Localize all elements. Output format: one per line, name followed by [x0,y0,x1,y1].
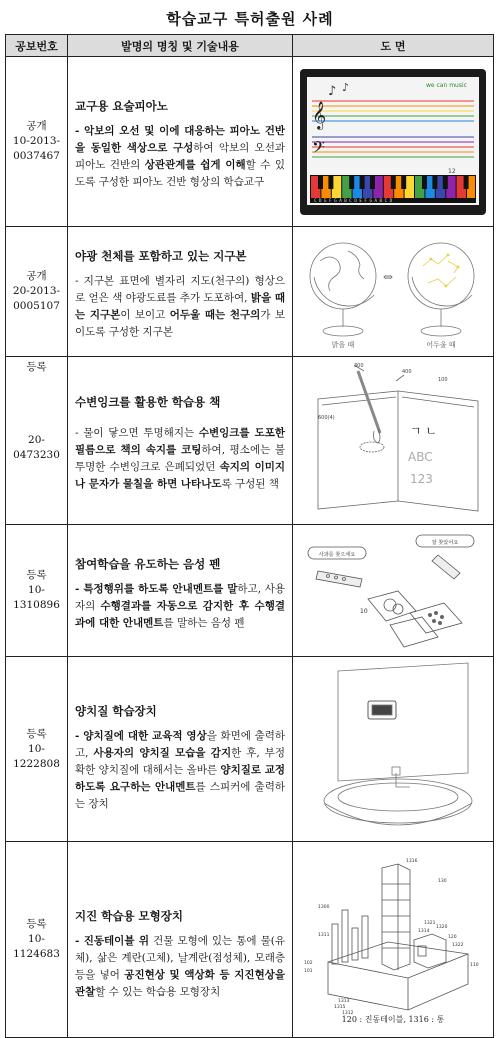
svg-text:1313: 1313 [338,998,350,1004]
table-row [6,842,494,1038]
svg-text:어두울 때: 어두울 때 [426,340,456,349]
invention-name: 지진 학습용 모형장치 [75,909,183,923]
svg-text:사과를 찾으세요: 사과를 찾으세요 [318,551,356,558]
description-segment: 건물 모형에 있는 통에 물(유체), 삶은 계란(고체), 날계란(점성체), 모래층 등을 넣어 [75,935,286,981]
page-title: 학습교구 특허출원 사례 [166,10,334,28]
publication-number: 등록 10- 1124683 [6,842,68,1038]
description-segment: 이 보이고 [120,309,170,321]
svg-text:102: 102 [304,960,313,966]
svg-text:1314: 1314 [418,928,430,934]
svg-text:ABC: ABC [408,449,433,464]
drawing-cell [293,842,494,1038]
invention-description [68,227,293,357]
svg-text:101: 101 [304,968,313,974]
invention-name: 야광 천체를 포함하고 있는 지구본 [75,249,247,263]
svg-text:1316: 1316 [406,858,418,864]
svg-text:600(4): 600(4) [318,414,335,421]
figure-caption: 120 : 진동테이블, 1316 : 통 [341,1014,445,1024]
description-segment: 수변잉크를 도포한 필름으로 책의 속지를 코팅 [75,427,285,456]
invention-name: 참여학습을 유도하는 음성 펜 [75,556,221,571]
invention-body [75,123,285,191]
invention-description [68,657,293,842]
description-segment: - 진동테이블 위 [75,935,149,947]
table-row [6,227,494,357]
magic-piano-drawing [298,67,488,217]
invention-description [68,357,293,525]
description-segment: 하고, 사용자의 [75,582,286,612]
description-segment: 속지의 이미지나 문자가 물칠을 하면 나타나도 [75,461,286,490]
svg-text:⇔: ⇔ [383,269,394,284]
invention-name: 교구용 요술피아노 [75,99,168,113]
svg-text:300: 300 [354,362,364,369]
invention-name: 수변잉크를 활용한 학습용 책 [75,395,221,409]
svg-text:1312: 1312 [342,1010,354,1016]
description-segment: 록 구성된 책 [221,478,279,490]
description-segment: 밝을 때는 지구본 [75,292,285,321]
invention-body [75,933,285,1001]
svg-text:120: 120 [448,934,457,940]
table-row [6,357,494,525]
description-segment: - 악보의 오선 및 이에 대응하는 피아노 건반을 동일한 색상으로 구성 [75,125,285,154]
publication-number: 공개 20-2013- 0005107 [6,227,68,357]
svg-text:𝄞: 𝄞 [312,100,327,129]
voice-pen-drawing [298,529,488,653]
description-segment: 을 화면에 출력하고, [75,730,285,759]
svg-text:C D E F G A B C D E F G A B C: C D E F G A B C D E F G A B C D [314,197,393,203]
svg-text:𝄢: 𝄢 [312,136,325,161]
svg-text:♪: ♪ [342,80,350,94]
invention-description [68,525,293,657]
description-segment: - 지구본 표면에 별자리 지도(천구의) 형상으로 얻은 색 야광도료를 추가 도포하여, [75,275,285,304]
drawing-cell [293,657,494,842]
earthquake-model-drawing [298,854,488,1026]
publication-number: 등록 20- 0473230 [6,357,68,525]
description-segment: - 양치질에 대한 교육적 영상 [75,730,207,742]
drawing-cell [293,57,494,227]
invention-body [75,581,285,632]
header-publication-number: 공보번호 [6,35,68,57]
svg-text:♪: ♪ [328,83,337,99]
description-segment: 를 스피커에 출력하는 장치 [75,781,285,810]
drawing-cell [293,227,494,357]
description-segment: 상관관계를 쉽게 이해 [144,159,246,171]
drawing-cell [293,357,494,525]
table-row [6,657,494,842]
svg-text:1300: 1300 [318,904,330,910]
svg-text:130: 130 [438,878,447,884]
invention-description [68,842,293,1038]
description-segment: 수행결과를 자동으로 감지한 후 수행결과에 대한 안내멘트 [75,599,285,629]
publication-number: 공개 10-2013- 0037467 [6,57,68,227]
description-segment: 가 보이도록 구성한 지구본 [75,309,286,338]
svg-text:1322: 1322 [452,942,464,948]
svg-text:1320: 1320 [436,924,448,930]
svg-text:1315: 1315 [334,1004,346,1010]
svg-text:10: 10 [360,607,368,615]
svg-text:잘 찾았어요: 잘 찾았어요 [431,539,459,546]
invention-body [75,273,285,341]
svg-text:밝을 때: 밝을 때 [331,340,355,349]
description-segment: 사용자의 양치질 모습을 감지 [93,747,232,759]
description-segment: - 특정행위를 하도록 안내멘트를 말 [75,582,238,595]
description-segment: 할 수 있도록 구성한 피아노 건반 형상의 학습교구 [75,159,285,188]
invention-description [68,57,293,227]
description-segment: 를 말하는 음성 펜 [163,616,245,629]
svg-text:1311: 1311 [318,932,330,938]
book-drawing [298,361,488,521]
description-segment: 한 후, 부정확한 양치질에 대해서는 올바른 [75,747,285,776]
svg-text:12: 12 [448,167,456,175]
brand-text: we can music [426,81,467,89]
publication-number: 등록 10- 1222808 [6,657,68,842]
invention-name: 양치질 학습장치 [75,704,157,718]
header-invention-description: 발명의 명칭 및 기술내용 [68,35,293,57]
description-segment: 어두울 때는 천구의 [169,309,261,321]
table-header-row [6,35,494,57]
globe-drawing [298,231,488,353]
description-segment: 하여 악보의 오선과 피아노 건반의 [75,142,285,171]
publication-number: 등록 10- 1310896 [6,525,68,657]
header-drawing: 도 면 [293,35,494,57]
svg-text:ㄱ ㄴ: ㄱ ㄴ [410,423,437,438]
description-segment: 하여, 평소에는 불투명한 수변잉크로 은폐되었던 [75,444,285,473]
invention-body [75,425,285,493]
table-row [6,57,494,227]
svg-text:110: 110 [470,962,479,968]
svg-text:100: 100 [438,376,448,383]
table-row [6,525,494,657]
piano-keys [311,176,475,198]
description-segment: 할 수 있는 학습용 모형장치 [95,986,221,998]
svg-text:400: 400 [402,368,412,375]
svg-text:1321: 1321 [424,920,436,926]
drawing-cell [293,525,494,657]
description-segment: 공진현상 및 액상화 등 지진현상을 관찰 [75,969,286,998]
description-segment: - 물이 닿으면 투명해지는 [75,427,199,439]
description-segment: 양치질로 교정하도록 요구하는 안내멘트 [75,764,285,793]
patent-table [5,34,494,1038]
invention-body [75,728,285,813]
toothbrush-device-drawing [298,661,488,837]
svg-text:123: 123 [410,471,433,486]
